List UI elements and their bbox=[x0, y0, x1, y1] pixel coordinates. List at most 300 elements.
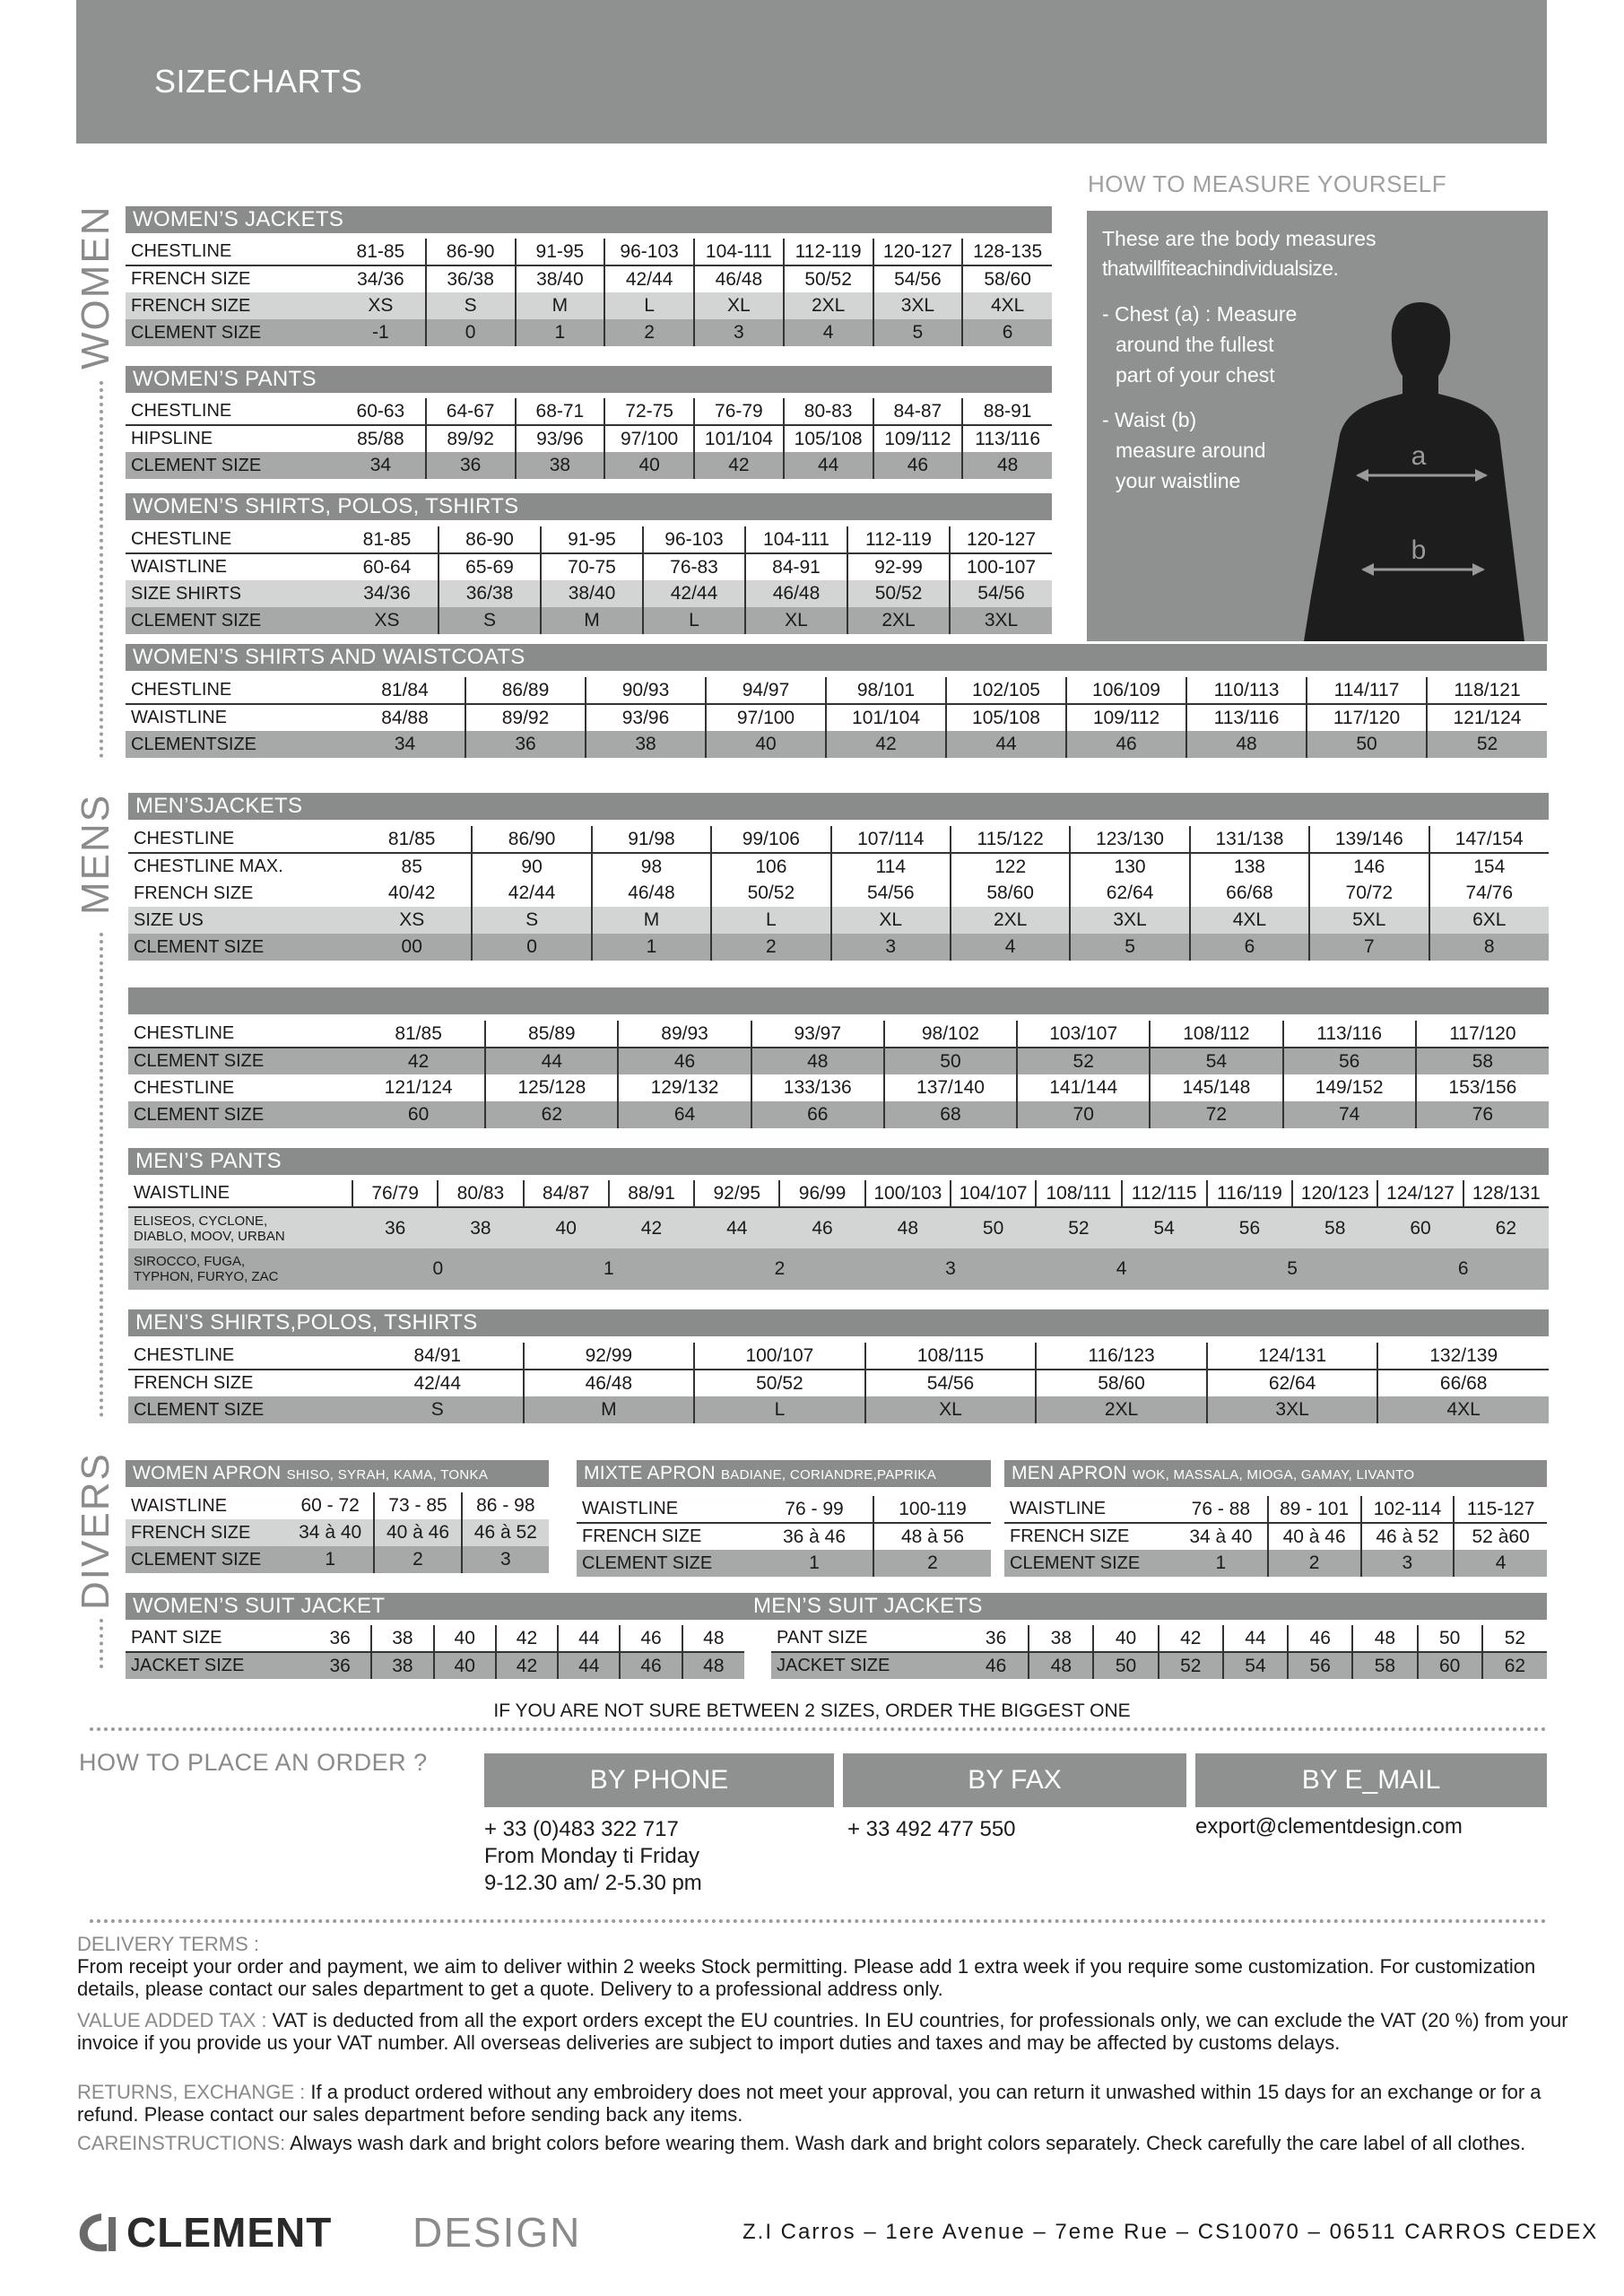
size-cell: 60-64 bbox=[362, 556, 412, 578]
size-cell: 92/95 bbox=[694, 1180, 779, 1207]
table-row bbox=[128, 1370, 1549, 1396]
row-label bbox=[128, 1207, 352, 1248]
size-cell: 80/83 bbox=[438, 1180, 523, 1207]
table-row bbox=[126, 1546, 549, 1573]
size-cell: 36 bbox=[465, 731, 586, 758]
size-cell: 106/109 bbox=[1066, 677, 1186, 704]
size-cell: 100-119 bbox=[873, 1496, 991, 1523]
size-cell: 73 - 85 bbox=[374, 1492, 461, 1519]
size-cell: 42 bbox=[496, 1625, 558, 1652]
table-row bbox=[126, 319, 1052, 346]
size-cell: 86/89 bbox=[465, 677, 586, 704]
size-cell: 2 bbox=[694, 1248, 865, 1290]
size-cell: 6 bbox=[962, 319, 1052, 346]
size-cell: 52 bbox=[1159, 1652, 1223, 1679]
size-cell: 52 bbox=[1017, 1048, 1150, 1074]
size-cell: XS bbox=[336, 292, 426, 319]
table-row bbox=[126, 398, 1052, 425]
size-cell: 42 bbox=[694, 452, 784, 479]
size-cell: 121/124 bbox=[1427, 704, 1547, 731]
size-cell: 129/132 bbox=[618, 1074, 751, 1101]
size-cell: 89/92 bbox=[465, 704, 586, 731]
size-cell: 114/117 bbox=[1307, 677, 1427, 704]
size-cell: 46 bbox=[620, 1625, 682, 1652]
size-cell: 113/116 bbox=[962, 425, 1052, 452]
table-row bbox=[126, 292, 1052, 319]
size-cell: 76-83 bbox=[643, 553, 745, 580]
size-cell: 36 bbox=[964, 1625, 1029, 1652]
size-cell: 84/88 bbox=[381, 707, 429, 728]
size-cell: L bbox=[694, 1396, 865, 1423]
size-cell: 121/124 bbox=[384, 1077, 453, 1098]
size-cell: 3 bbox=[865, 1248, 1037, 1290]
size-cell: S bbox=[426, 292, 516, 319]
row-label: FRENCH SIZE bbox=[582, 1526, 702, 1546]
size-cell: 46 bbox=[1288, 1625, 1352, 1652]
size-cell: 42 bbox=[496, 1652, 558, 1679]
measure-intro-2: thatwillfiteachindividualsize. bbox=[1102, 257, 1339, 280]
size-cell: 89/92 bbox=[426, 425, 516, 452]
size-cell: 44 bbox=[784, 452, 873, 479]
size-note: IF YOU ARE NOT SURE BETWEEN 2 SIZES, ORDER THE BIGGEST ONE bbox=[493, 1700, 1131, 1721]
size-cell: M bbox=[524, 1396, 695, 1423]
women-apron-title-text: WOMEN APRON bbox=[133, 1463, 282, 1483]
size-cell: 46/48 bbox=[592, 880, 711, 907]
size-cell: 64 bbox=[618, 1101, 751, 1128]
row-label: FRENCH SIZE bbox=[1010, 1526, 1130, 1546]
size-cell: 62 bbox=[485, 1101, 618, 1128]
size-cell: 90 bbox=[472, 853, 591, 880]
size-cell: 3XL bbox=[1070, 907, 1189, 934]
size-cell: 46/48 bbox=[745, 580, 847, 607]
size-cell: 112-119 bbox=[847, 526, 950, 553]
table-row bbox=[126, 526, 1052, 553]
size-cell: 46 bbox=[1066, 731, 1186, 758]
suit-jackets-bar bbox=[126, 1593, 1547, 1620]
size-cell: 40 à 46 bbox=[374, 1519, 461, 1546]
size-cell: 48 bbox=[865, 1207, 951, 1248]
size-cell: 66/68 bbox=[1377, 1370, 1549, 1396]
size-cell: 54/56 bbox=[873, 265, 963, 292]
size-cell: L bbox=[643, 607, 745, 634]
size-cell: 40 bbox=[604, 452, 694, 479]
size-cell: 154 bbox=[1429, 853, 1549, 880]
size-cell: 62/64 bbox=[1070, 880, 1189, 907]
size-cell: XL bbox=[831, 907, 951, 934]
size-cell: 42/44 bbox=[604, 265, 694, 292]
size-cell: 117/120 bbox=[1416, 1021, 1549, 1048]
size-cell: 5 bbox=[873, 319, 963, 346]
size-cell: 107/114 bbox=[831, 826, 951, 853]
phone-hours-times: 9-12.30 am/ 2-5.30 pm bbox=[484, 1871, 702, 1895]
size-cell: 81/85 bbox=[352, 1021, 485, 1048]
row-label: WAISTLINE bbox=[131, 1495, 228, 1516]
size-cell: 109/112 bbox=[873, 425, 963, 452]
size-cell: 34 à 40 bbox=[287, 1519, 374, 1546]
mens-dotted-line bbox=[100, 933, 103, 1417]
size-cell: 58/60 bbox=[951, 880, 1070, 907]
size-cell: 131/138 bbox=[1190, 826, 1309, 853]
size-cell: 50 bbox=[1307, 731, 1427, 758]
size-cell: 112-119 bbox=[784, 239, 873, 265]
page-title: SIZECHARTS bbox=[154, 63, 363, 100]
size-cell: 5XL bbox=[1309, 907, 1429, 934]
size-cell: 50 bbox=[1093, 1652, 1158, 1679]
size-cell: 2XL bbox=[1036, 1396, 1207, 1423]
size-cell: 62 bbox=[1482, 1652, 1547, 1679]
size-cell: 70 bbox=[1017, 1101, 1150, 1128]
row-label: CLEMENT SIZE bbox=[128, 934, 352, 961]
size-cell: 4XL bbox=[1190, 907, 1309, 934]
row-label: CLEMENT SIZE bbox=[128, 1396, 352, 1423]
returns-label: RETURNS, EXCHANGE : bbox=[77, 2081, 306, 2103]
size-cell: 1 bbox=[524, 1248, 695, 1290]
size-cell: 91/98 bbox=[592, 826, 711, 853]
size-cell: 50/52 bbox=[694, 1370, 865, 1396]
size-cell: XL bbox=[865, 1396, 1037, 1423]
women-pants-title: WOMEN’S PANTS bbox=[126, 366, 1052, 393]
row-label: FRENCH SIZE bbox=[134, 883, 254, 903]
size-cell: 0 bbox=[472, 934, 591, 961]
size-cell: 91-95 bbox=[516, 239, 605, 265]
size-cell: 36 bbox=[352, 1207, 438, 1248]
size-cell: 60 - 72 bbox=[300, 1495, 360, 1516]
size-cell: 40 bbox=[524, 1207, 609, 1248]
size-cell: 58 bbox=[1292, 1207, 1377, 1248]
size-cell: 6 bbox=[1190, 934, 1309, 961]
size-cell: 7 bbox=[1309, 934, 1429, 961]
size-cell: 149/152 bbox=[1283, 1074, 1416, 1101]
size-cell: 72 bbox=[1150, 1101, 1282, 1128]
size-cell: 70-75 bbox=[541, 553, 643, 580]
size-cell: 84/87 bbox=[524, 1180, 609, 1207]
size-cell: 54/56 bbox=[865, 1370, 1037, 1396]
size-cell: XL bbox=[745, 607, 847, 634]
table-row bbox=[1004, 1550, 1547, 1577]
size-cell: 98 bbox=[592, 853, 711, 880]
size-cell: 93/96 bbox=[516, 425, 605, 452]
delivery-terms bbox=[77, 1933, 1602, 2000]
size-cell: 36 bbox=[426, 452, 516, 479]
size-cell: 3 bbox=[831, 934, 951, 961]
men-apron-title-text: MEN APRON bbox=[1012, 1463, 1127, 1483]
row-label: CHESTLINE bbox=[126, 398, 336, 425]
size-cell: 46/48 bbox=[524, 1370, 695, 1396]
size-cell: 62 bbox=[1463, 1207, 1549, 1248]
size-cell: 124/127 bbox=[1377, 1180, 1463, 1207]
size-cell: 60 bbox=[1418, 1652, 1482, 1679]
size-cell: 56 bbox=[1283, 1048, 1416, 1074]
size-cell: 34 à 40 bbox=[1189, 1526, 1253, 1547]
size-cell: 38 bbox=[371, 1652, 433, 1679]
size-cell: 132/139 bbox=[1377, 1343, 1549, 1370]
size-cell: 120-127 bbox=[950, 526, 1052, 553]
table-row bbox=[126, 731, 1547, 758]
size-cell: 34/36 bbox=[357, 268, 404, 290]
table-row bbox=[126, 1492, 549, 1519]
size-cell: 66 bbox=[751, 1101, 884, 1128]
row-label: WAISTLINE bbox=[128, 1180, 352, 1207]
size-cell: 94/97 bbox=[706, 677, 826, 704]
size-cell: 42 bbox=[352, 1048, 485, 1074]
measure-title: HOW TO MEASURE YOURSELF bbox=[1088, 170, 1447, 197]
measure-waist-2: measure around bbox=[1116, 439, 1266, 462]
vat-label: VALUE ADDED TAX : bbox=[77, 2009, 267, 2031]
size-cell: 50 bbox=[951, 1207, 1036, 1248]
table-row bbox=[126, 1652, 744, 1679]
care-terms bbox=[77, 2132, 1602, 2154]
size-cell: 104-111 bbox=[745, 526, 847, 553]
size-cell: 3 bbox=[694, 319, 784, 346]
size-cell: 68-71 bbox=[516, 398, 605, 425]
size-cell: 54 bbox=[1122, 1207, 1207, 1248]
size-cell: 102-114 bbox=[1361, 1496, 1455, 1523]
size-cell: 85 bbox=[401, 856, 422, 877]
clement-design-logo bbox=[76, 2206, 650, 2265]
size-cell: 42 bbox=[609, 1207, 694, 1248]
size-cell: 38 bbox=[516, 452, 605, 479]
table-row bbox=[128, 934, 1549, 961]
size-cell: 1 bbox=[516, 319, 605, 346]
size-cell: 1 bbox=[1175, 1550, 1268, 1577]
men-apron-grid bbox=[1004, 1496, 1547, 1577]
size-cell: 52 bbox=[1036, 1207, 1121, 1248]
size-cell: 72-75 bbox=[604, 398, 694, 425]
size-cell: 40 bbox=[706, 731, 826, 758]
row-label: SIZE US bbox=[128, 907, 352, 934]
size-cell: 128/131 bbox=[1463, 1180, 1549, 1207]
row-label: HIPSLINE bbox=[131, 429, 213, 448]
size-cell: 86-90 bbox=[439, 526, 541, 553]
row-label: CHESTLINE bbox=[128, 1021, 352, 1048]
size-cell: 86-90 bbox=[426, 239, 516, 265]
divider-dots-2 bbox=[90, 1919, 1547, 1923]
measure-chest-2: around the fullest bbox=[1116, 333, 1274, 356]
size-cell: M bbox=[516, 292, 605, 319]
measure-intro-1: These are the body measures bbox=[1102, 227, 1376, 250]
size-cell: 84/91 bbox=[352, 1343, 524, 1370]
size-cell: 4XL bbox=[962, 292, 1052, 319]
size-cell: 46 bbox=[964, 1652, 1029, 1679]
men-suit-grid bbox=[771, 1625, 1547, 1679]
table-row bbox=[128, 1101, 1549, 1128]
size-cell: 60 bbox=[1377, 1207, 1463, 1248]
size-cell: 50 bbox=[884, 1048, 1017, 1074]
size-cell: 74/76 bbox=[1429, 880, 1549, 907]
table-row bbox=[128, 1180, 1549, 1207]
table-row bbox=[128, 1207, 1549, 1248]
size-cell: 2 bbox=[711, 934, 830, 961]
table-row bbox=[771, 1652, 1547, 1679]
row-label: WAISTLINE bbox=[1004, 1496, 1175, 1523]
size-cell: 108/111 bbox=[1036, 1180, 1121, 1207]
row-label: CHESTLINE bbox=[128, 1343, 352, 1370]
size-cell: 66/68 bbox=[1190, 880, 1309, 907]
size-cell: 124/131 bbox=[1207, 1343, 1378, 1370]
size-cell: 2 bbox=[1268, 1550, 1361, 1577]
size-cell: 141/144 bbox=[1017, 1074, 1150, 1101]
size-cell: 90/93 bbox=[586, 677, 706, 704]
size-cell: 105/108 bbox=[946, 704, 1066, 731]
size-cell: 76/79 bbox=[352, 1180, 438, 1207]
size-cell: 98/101 bbox=[826, 677, 946, 704]
size-cell: 3 bbox=[462, 1546, 549, 1573]
fax-number: + 33 492 477 550 bbox=[847, 1817, 1016, 1841]
size-cell: 109/112 bbox=[1066, 704, 1186, 731]
row-label: JACKET SIZE bbox=[126, 1652, 309, 1679]
row-label: SIZE SHIRTS bbox=[126, 580, 336, 607]
size-cell: 96-103 bbox=[604, 239, 694, 265]
table-row bbox=[128, 1074, 1549, 1101]
size-cell: 36 à 46 bbox=[782, 1526, 847, 1547]
size-cell: 92/99 bbox=[524, 1343, 695, 1370]
size-cell: 100-107 bbox=[950, 553, 1052, 580]
size-cell: 48 bbox=[682, 1652, 744, 1679]
size-cell: 44 bbox=[946, 731, 1066, 758]
size-cell: 103/107 bbox=[1017, 1021, 1150, 1048]
size-cell: 5 bbox=[1207, 1248, 1378, 1290]
table-row bbox=[577, 1523, 991, 1550]
by-fax-box: BY FAX bbox=[843, 1753, 1186, 1807]
size-cell: 34 bbox=[336, 452, 426, 479]
size-cell: 42/44 bbox=[413, 1372, 462, 1394]
size-cell: 125/128 bbox=[485, 1074, 618, 1101]
women-apron-title bbox=[126, 1460, 549, 1487]
vat-terms bbox=[77, 2009, 1602, 2054]
size-cell: 58/60 bbox=[962, 265, 1052, 292]
size-cell: 54 bbox=[1223, 1652, 1288, 1679]
row-label: CLEMENT SIZE bbox=[128, 1101, 352, 1128]
size-cell: 116/123 bbox=[1036, 1343, 1207, 1370]
size-cell: 46/48 bbox=[694, 265, 784, 292]
row-label: CLEMENT SIZE bbox=[128, 1048, 352, 1074]
email-address: export@clementdesign.com bbox=[1195, 1814, 1463, 1839]
size-cell: 4XL bbox=[1377, 1396, 1549, 1423]
size-cell: 52 bbox=[1482, 1625, 1547, 1652]
size-cell: 89/93 bbox=[618, 1021, 751, 1048]
size-cell: 38 bbox=[371, 1625, 433, 1652]
size-cell: 97/100 bbox=[604, 425, 694, 452]
size-cell: -1 bbox=[336, 319, 426, 346]
size-cell: 38/40 bbox=[516, 265, 605, 292]
women-shirts-grid bbox=[126, 526, 1052, 634]
size-cell: 44 bbox=[1223, 1625, 1288, 1652]
row-label: CHESTLINE MAX. bbox=[134, 857, 283, 876]
size-cell: 101/104 bbox=[826, 704, 946, 731]
size-cell: 70/72 bbox=[1309, 880, 1429, 907]
table-row bbox=[126, 580, 1052, 607]
size-cell: 46 à 52 bbox=[462, 1519, 549, 1546]
size-cell: 115/122 bbox=[951, 826, 1070, 853]
men-pants-title: MEN’S PANTS bbox=[128, 1148, 1549, 1175]
size-cell: 60-63 bbox=[336, 398, 426, 425]
size-cell: 40 bbox=[434, 1652, 496, 1679]
size-cell: 93/96 bbox=[586, 704, 706, 731]
size-cell: 42 bbox=[826, 731, 946, 758]
size-cell: 44 bbox=[694, 1207, 779, 1248]
size-cell: 3XL bbox=[1207, 1396, 1378, 1423]
women-jackets-grid bbox=[126, 239, 1052, 346]
size-cell: 38/40 bbox=[541, 580, 643, 607]
size-cell: 98/102 bbox=[884, 1021, 1017, 1048]
size-cell: 2XL bbox=[847, 607, 950, 634]
size-cell: 147/154 bbox=[1429, 826, 1549, 853]
women-dotted-line bbox=[100, 381, 103, 758]
size-cell: 84-91 bbox=[745, 553, 847, 580]
size-cell: 48 à 56 bbox=[873, 1523, 991, 1550]
men-apron-models: WOK, MASSALA, MIOGA, GAMAY, LIVANTO bbox=[1132, 1467, 1415, 1483]
care-text: Always wash dark and bright colors before wearing them. Wash dark and bright colors separately. Check carefully the care label of all clothes. bbox=[290, 2132, 1526, 2154]
row-label: CLEMENTSIZE bbox=[126, 731, 345, 758]
size-cell: 0 bbox=[352, 1248, 524, 1290]
size-cell: 60 bbox=[352, 1101, 485, 1128]
size-cell: 76 - 88 bbox=[1175, 1496, 1268, 1523]
women-suit-title: WOMEN’S SUIT JACKET bbox=[133, 1594, 386, 1618]
size-cell: 48 bbox=[751, 1048, 884, 1074]
size-cell: 80-83 bbox=[784, 398, 873, 425]
men-second-title bbox=[128, 987, 1549, 1014]
size-cell: 4 bbox=[1454, 1550, 1547, 1577]
row-label: FRENCH SIZE bbox=[126, 1519, 287, 1546]
size-cell: 2 bbox=[873, 1550, 991, 1577]
men-second-grid bbox=[128, 1021, 1549, 1128]
size-cell: 76-79 bbox=[694, 398, 784, 425]
size-cell: 104/107 bbox=[951, 1180, 1036, 1207]
row-label: PANT SIZE bbox=[126, 1625, 309, 1652]
vat-text: VAT is deducted from all the export orders except the EU countries. In EU countries, for professionals only, we can exclude the VAT (20 %) from your invoice if you provide us your VAT number. All overseas deliveries are subject to import duties and taxes and may be affected by customs delays. bbox=[77, 2009, 1568, 2054]
size-cell: 104-111 bbox=[694, 239, 784, 265]
size-cell: 153/156 bbox=[1416, 1074, 1549, 1101]
size-cell: 44 bbox=[485, 1048, 618, 1074]
table-row bbox=[128, 1396, 1549, 1423]
women-waistcoats-title: WOMEN’S SHIRTS AND WAISTCOATS bbox=[126, 644, 1547, 671]
size-cell: 38 bbox=[586, 731, 706, 758]
row-label-line: TYPHON, FURYO, ZAC bbox=[134, 1269, 279, 1284]
order-title: HOW TO PLACE AN ORDER ? bbox=[79, 1749, 428, 1776]
size-cell: 46 bbox=[873, 452, 963, 479]
size-cell: 89 - 101 bbox=[1268, 1496, 1361, 1523]
size-cell: 42/44 bbox=[472, 880, 591, 907]
table-row bbox=[128, 853, 1549, 880]
size-cell: 65-69 bbox=[439, 553, 541, 580]
measure-waist-3: your waistline bbox=[1116, 469, 1241, 492]
size-cell: 133/136 bbox=[751, 1074, 884, 1101]
size-cell: 97/100 bbox=[706, 704, 826, 731]
size-cell: 138 bbox=[1190, 853, 1309, 880]
size-cell: 34/36 bbox=[336, 580, 439, 607]
size-cell: 54/56 bbox=[950, 580, 1052, 607]
size-cell: 58 bbox=[1352, 1652, 1417, 1679]
size-cell: 99/106 bbox=[711, 826, 830, 853]
size-cell: 115-127 bbox=[1454, 1496, 1547, 1523]
size-cell: 146 bbox=[1309, 853, 1429, 880]
size-cell: S bbox=[439, 607, 541, 634]
row-label: CLEMENT SIZE bbox=[126, 1546, 287, 1573]
measure-chest-3: part of your chest bbox=[1116, 363, 1275, 387]
size-cell: 52 bbox=[1427, 731, 1547, 758]
size-cell: 3XL bbox=[873, 292, 963, 319]
size-cell: 48 bbox=[682, 1625, 744, 1652]
row-label bbox=[128, 1248, 352, 1290]
size-cell: 114 bbox=[831, 853, 951, 880]
size-cell: 40 à 46 bbox=[1268, 1523, 1361, 1550]
size-cell: 58 bbox=[1416, 1048, 1549, 1074]
size-cell: 120-127 bbox=[873, 239, 963, 265]
size-cell: 112/115 bbox=[1122, 1180, 1207, 1207]
table-row bbox=[577, 1496, 991, 1523]
row-label: CLEMENT SIZE bbox=[577, 1550, 756, 1577]
size-cell: 76 bbox=[1416, 1101, 1549, 1128]
